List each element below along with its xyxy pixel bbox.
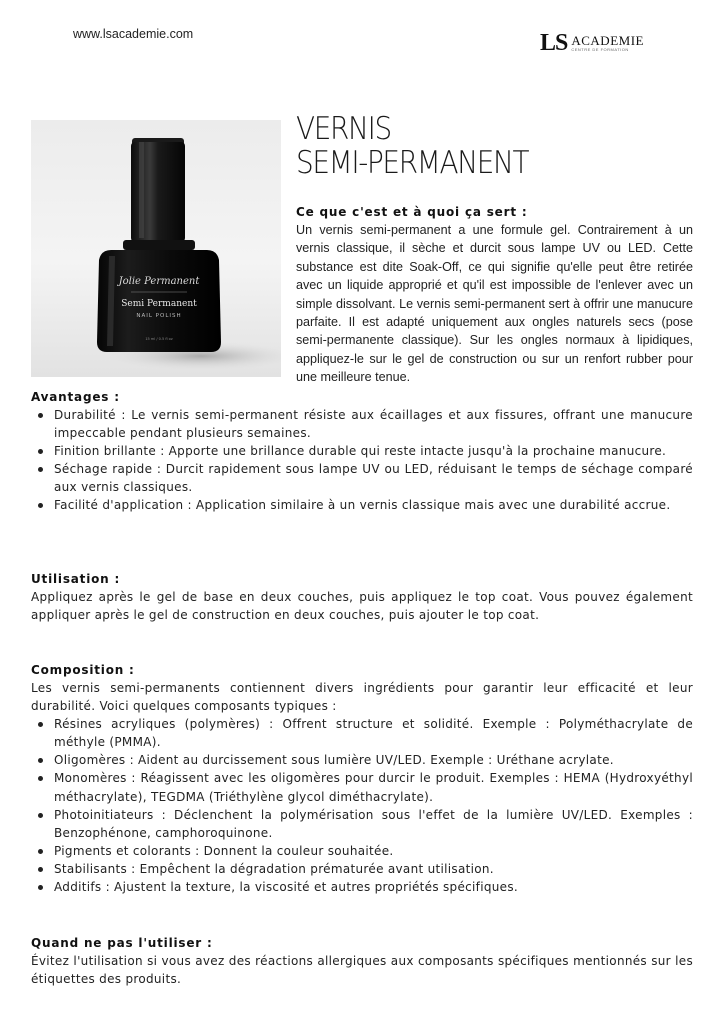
list-item: Durabilité : Le vernis semi-permanent résiste aux écaillages et aux fissures, offrant une manucure impeccable pendant plusieurs semaines. (31, 406, 693, 442)
list-item: Résines acryliques (polymères) : Offrent structure et solidité. Exemple : Polyméthacrylate de méthyle (PMMA). (31, 715, 693, 751)
list-item: Pigments et colorants : Donnent la couleur souhaitée. (31, 842, 693, 860)
bottle-neck (123, 240, 195, 250)
bottle-illustration (31, 120, 281, 377)
nail-polish-bottle-image (31, 120, 281, 377)
bullet-icon (38, 867, 43, 872)
bullet-icon (38, 722, 43, 727)
avantages-section (31, 388, 693, 515)
avantages-list (31, 406, 693, 515)
list-item: Séchage rapide : Durcit rapidement sous lampe UV ou LED, réduisant le temps de séchage comparé aux vernis classiques. (31, 460, 693, 496)
list-item: Additifs : Ajustent la texture, la viscosité et autres propriétés spécifiques. (31, 878, 693, 896)
bottle-label-line3: 15 ml / 0.5 fl oz (145, 337, 173, 341)
page-title (296, 112, 528, 180)
bottle-label-brand: Jolie Permanent (118, 276, 200, 287)
intro-section (296, 203, 693, 387)
cap-highlight (139, 142, 144, 238)
list-item: Monomères : Réagissent avec les oligomères pour durcir le produit. Exemples : HEMA (Hydroxyéthyl méthacrylate), TEGDMA (Triéthylène glycol diméthacrylate). (31, 769, 693, 805)
avantages-heading: Avantages : (31, 390, 120, 404)
bullet-icon (38, 885, 43, 890)
bottle-label-line1: Semi Permanent (121, 299, 197, 309)
composition-section (31, 661, 693, 896)
composition-list (31, 715, 693, 896)
utilisation-heading: Utilisation : (31, 572, 121, 586)
composition-heading: Composition : (31, 663, 135, 677)
logo-ls: LS (540, 30, 568, 56)
intro-heading: Ce que c'est et à quoi ça sert : (296, 205, 528, 219)
utilisation-text: Appliquez après le gel de base en deux couches, puis appliquez le top coat. Vous pouvez également appliquer après le gel de construction en deux couches, puis ajouter le top coat. (31, 590, 693, 623)
list-item: Finition brillante : Apporte une brillance durable qui reste intacte jusqu'à la prochaine manucure. (31, 442, 693, 460)
ls-academie-logo (540, 30, 644, 56)
composition-text: Les vernis semi-permanents contiennent divers ingrédients pour garantir leur efficacité et leur durabilité. Voici quelques composants typiques : (31, 681, 693, 714)
title-line1: VERNIS (296, 111, 391, 147)
bullet-icon (38, 758, 43, 763)
quand-heading: Quand ne pas l'utiliser : (31, 936, 213, 950)
list-item: Oligomères : Aident au durcissement sous lumière UV/LED. Exemple : Uréthane acrylate. (31, 751, 693, 769)
logo-text (571, 34, 644, 53)
intro-text: Un vernis semi-permanent a une formule gel. Contrairement à un vernis classique, il sèche et durcit sous lampe UV ou LED. Cette substance est dite Soak-Off, ce qui signifie qu'elle peut être retirée avec un liquide approprié et qu'il est impossible de l'enlever avec un simple dissolvant. Le vernis semi-permanent sert à offrir une manucure parfaite. Il est adapté uniquement aux ongles naturels secs (pose semi-permanente classique). Sur les ongles normaux à lipidiques, appliquez-le sur le gel de construction ou sur un renfort rubber pour une meilleure tenue. (296, 223, 693, 385)
logo-subtitle: CENTRE DE FORMATION (571, 47, 629, 52)
title-line2: SEMI-PERMANENT (296, 145, 529, 181)
bullet-icon (38, 413, 43, 418)
bullet-icon (38, 449, 43, 454)
list-item: Facilité d'application : Application similaire à un vernis classique mais avec une durabilité accrue. (31, 496, 693, 514)
logo-academie: ACADEMIE (571, 33, 644, 48)
quand-text: Évitez l'utilisation si vous avez des réactions allergiques aux composants spécifiques mentionnés sur les étiquettes des produits. (31, 954, 693, 987)
list-item: Stabilisants : Empêchent la dégradation prématurée avant utilisation. (31, 860, 693, 878)
bottle-label-line2: NAIL POLISH (136, 313, 182, 319)
bullet-icon (38, 467, 43, 472)
site-url[interactable]: www.lsacademie.com (73, 27, 194, 41)
bullet-icon (38, 776, 43, 781)
bullet-icon (38, 849, 43, 854)
quand-section (31, 934, 693, 988)
list-item: Photoinitiateurs : Déclenchent la polymérisation sous l'effet de la lumière UV/LED. Exemples : Benzophénone, camphoroquinone. (31, 806, 693, 842)
utilisation-section (31, 570, 693, 624)
bullet-icon (38, 813, 43, 818)
bullet-icon (38, 503, 43, 508)
